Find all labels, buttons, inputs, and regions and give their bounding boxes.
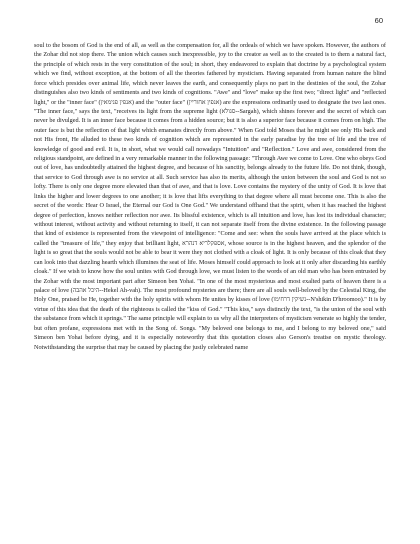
page-number: 60 (374, 16, 383, 25)
body-paragraph: soul to the bosom of God is the end of all, as well as the compensation for, all the ordeals of which we have spoken. However, the authors of the Zohar did not stop there. The union which causes such inexpressible, joy to the creator as well as to the created is to them a natural fact, the principle of which rests in the very constitution of the soul; in short, they endeavored to explain that doctrine by a psychological system which we find, without exception, at the bottom of all the theories fathered by mysticism. Having separated from human nature the blind force which presides over animal life, which never leaves the earth, and consequently plays no part in the destinies of the soul, the Zohar distinguishes also two kinds of sentiments and two kinds of cognitions. "Awe" and "love" make up the first two; "direct light" and "reflected light," or the "inner face" (אנפין פנימאין) and the "outer face" (אנפין אחוריין) are the expressions ordinarily used to designate the two last ones. "The inner face," says the text, "receives its light from the supreme light (סגולא--Sargah), which shines forever and the secret of which can never be divulged. It is an inner face because it comes from a hidden source; but it is also a superior face because it comes from on high. The outer face is but the reflection of that light which emanates directly from above." When God told Moses that he might see only His back and not His front, He alluded to these two kinds of cognition which are represented in the early paradise by the tree of life and the tree of knowledge of good and evil. It is, in short, what we would call nowadays "Intuition" and "Reflection." Love and awe, considered from the religious standpoint, are defined in a very remarkable manner in the following passage: "Through Awe we come to Love. One who obeys God out of love, has undoubtedly attained the highest degree, and because of his sanctity, belongs already to the future life. Do not think, though, that service to God through awe is no service at all. Such service has also its merits, although the union between the soul and God is not so lofty. There is only one degree more elevated than that of awe, and that is love. Love contains the mystery of the unity of God. It is love that links the higher and lower degrees to one another; it is love that lifts everything to that degree where all must become one. This is also the secret of the words: Hear O Israel, the Eternal our God is One God." We understand offhand that the spirit, when it has reached the highest degree of perfection, knows neither reflection nor awe. Its blissful existence, which is all intuition and love, has lost its individual character; without interest, without activity and without returning to itself, it can not separate itself from the divine existence. In the following passage that kind of existence is represented from the viewpoint of intelligence: "Come and see: when the souls have arrived at the place which is called the "treasure of life," they enjoy that brilliant light, אספקלריא דנהרא, whose source is in the highest heaven, and the splendor of the light is so great that the souls would not be able to bear it were they not clothed with a cloak of light. It is only because of this cloak that they can look into that dazzling hearth which illumines the seat of life. Moses himself could approach to look at it only after discarding his earthly cloak." If we wish to know how the soul unites with God through love, we must listen to the words of an old man who has been entrusted by the Zohar with the most important part after Simeon ben Yohai. "In one of the most mysterious and most exalted parts of heaven there is a palace of love (היכל אהבה--Hekel Ah-vah). The most profound mysteries are there; there are all souls well-beloved by the Celestial King, the Holy One, praised be He, together with the holy spirits with whom He unites by kisses of love (נשיקין דרחימו--N'shikin D'hroomoo)." It is by virtue of this idea that the death of the righteous is called the "kiss of God." "This kiss," says distinctly the text, "is the union of the soul with the substance from which it springs." The same principle will explain to us why all the interpreters of mysticism venerate so highly the tender, but often profane, expressions met with in the Song of. Songs. "My beloved one belongs to me, and I belong to my beloved one," said Simeon ben Yohai before dying, and it is especially noteworthy that this quotation closes also Gerson's treatise on mystic theology. Notwithstanding the surprise that may be caused by placing the justly celebrated name (34, 42, 387, 351)
